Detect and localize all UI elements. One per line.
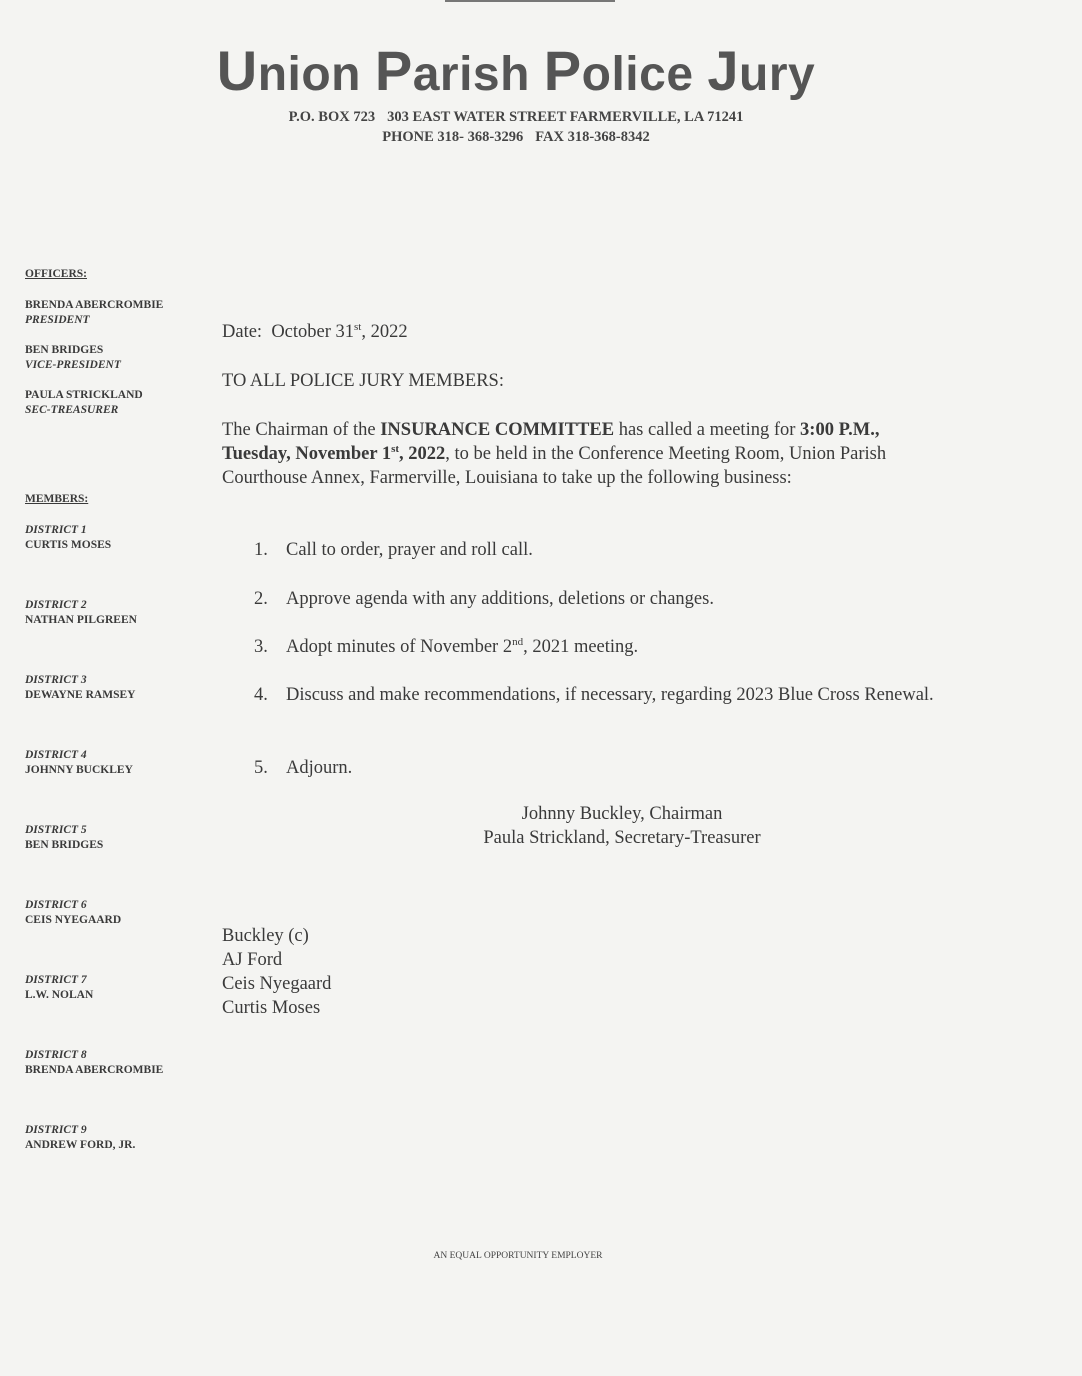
address-line: P.O. BOX 723 303 EAST WATER STREET FARMERVILLE, LA 71241 bbox=[288, 109, 744, 125]
agenda-item: 4. Discuss and make recommendations, if necessary, regarding 2023 Blue Cross Renewal. bbox=[254, 685, 934, 705]
agenda-item: 1. Call to order, prayer and roll call. bbox=[254, 540, 533, 560]
signature-secretary: Paula Strickland, Secretary-Treasurer bbox=[483, 828, 761, 848]
member-entry: DISTRICT 2 NATHAN PILGREEN bbox=[25, 599, 137, 626]
salutation: TO ALL POLICE JURY MEMBERS: bbox=[222, 371, 504, 391]
title-word: Union bbox=[216, 39, 361, 102]
signature-chairman: Johnny Buckley, Chairman bbox=[521, 804, 723, 824]
agenda-item: 2. Approve agenda with any additions, deletions or changes. bbox=[254, 589, 714, 609]
letterhead-title bbox=[0, 38, 1032, 103]
officers-heading: OFFICERS: bbox=[25, 268, 87, 280]
list-item: Ceis Nyegaard bbox=[222, 974, 332, 994]
meeting-notice-paragraph: The Chairman of the INSURANCE COMMITTEE has called a meeting for 3:00 P.M., Tuesday, November 1st, 2022, to be held in the Conference Meeting Room, Union Parish Courthouse Annex, Farmerville, Louisiana to take up the following business: bbox=[222, 420, 887, 488]
top-rule bbox=[445, 0, 615, 2]
member-entry: DISTRICT 6 CEIS NYEGAARD bbox=[25, 899, 122, 926]
list-item: Buckley (c) bbox=[222, 926, 309, 946]
officer-entry: BEN BRIDGES VICE-PRESIDENT bbox=[25, 344, 121, 371]
list-item: AJ Ford bbox=[222, 950, 283, 970]
member-entry: DISTRICT 3 DEWAYNE RAMSEY bbox=[25, 674, 136, 701]
title-word: Parish bbox=[374, 39, 530, 102]
phone-fax-line: PHONE 318- 368-3296 FAX 318-368-8342 bbox=[382, 129, 650, 145]
members-heading: MEMBERS: bbox=[25, 493, 89, 505]
committee-member-list bbox=[222, 924, 331, 1020]
member-entry: DISTRICT 4 JOHNNY BUCKLEY bbox=[25, 749, 133, 776]
agenda-item: 3. Adopt minutes of November 2nd, 2021 meeting. bbox=[254, 635, 639, 657]
member-entry: DISTRICT 7 L.W. NOLAN bbox=[25, 974, 94, 1001]
officer-entry: PAULA STRICKLAND SEC-TREASURER bbox=[25, 389, 143, 416]
member-entry: DISTRICT 8 BRENDA ABERCROMBIE bbox=[25, 1049, 164, 1076]
list-item: Curtis Moses bbox=[222, 998, 321, 1018]
letter-date: Date: October 31st, 2022 bbox=[222, 320, 408, 342]
title-word: Police bbox=[543, 39, 694, 102]
footer-notice: AN EQUAL OPPORTUNITY EMPLOYER bbox=[433, 1251, 603, 1261]
title-word: Jury bbox=[707, 39, 816, 102]
agenda-item: 5. Adjourn. bbox=[254, 758, 353, 778]
member-entry: DISTRICT 5 BEN BRIDGES bbox=[25, 824, 104, 851]
officer-entry: BRENDA ABERCROMBIE PRESIDENT bbox=[25, 299, 164, 326]
member-entry: DISTRICT 1 CURTIS MOSES bbox=[25, 524, 112, 551]
member-entry: DISTRICT 9 ANDREW FORD, JR. bbox=[25, 1124, 136, 1151]
